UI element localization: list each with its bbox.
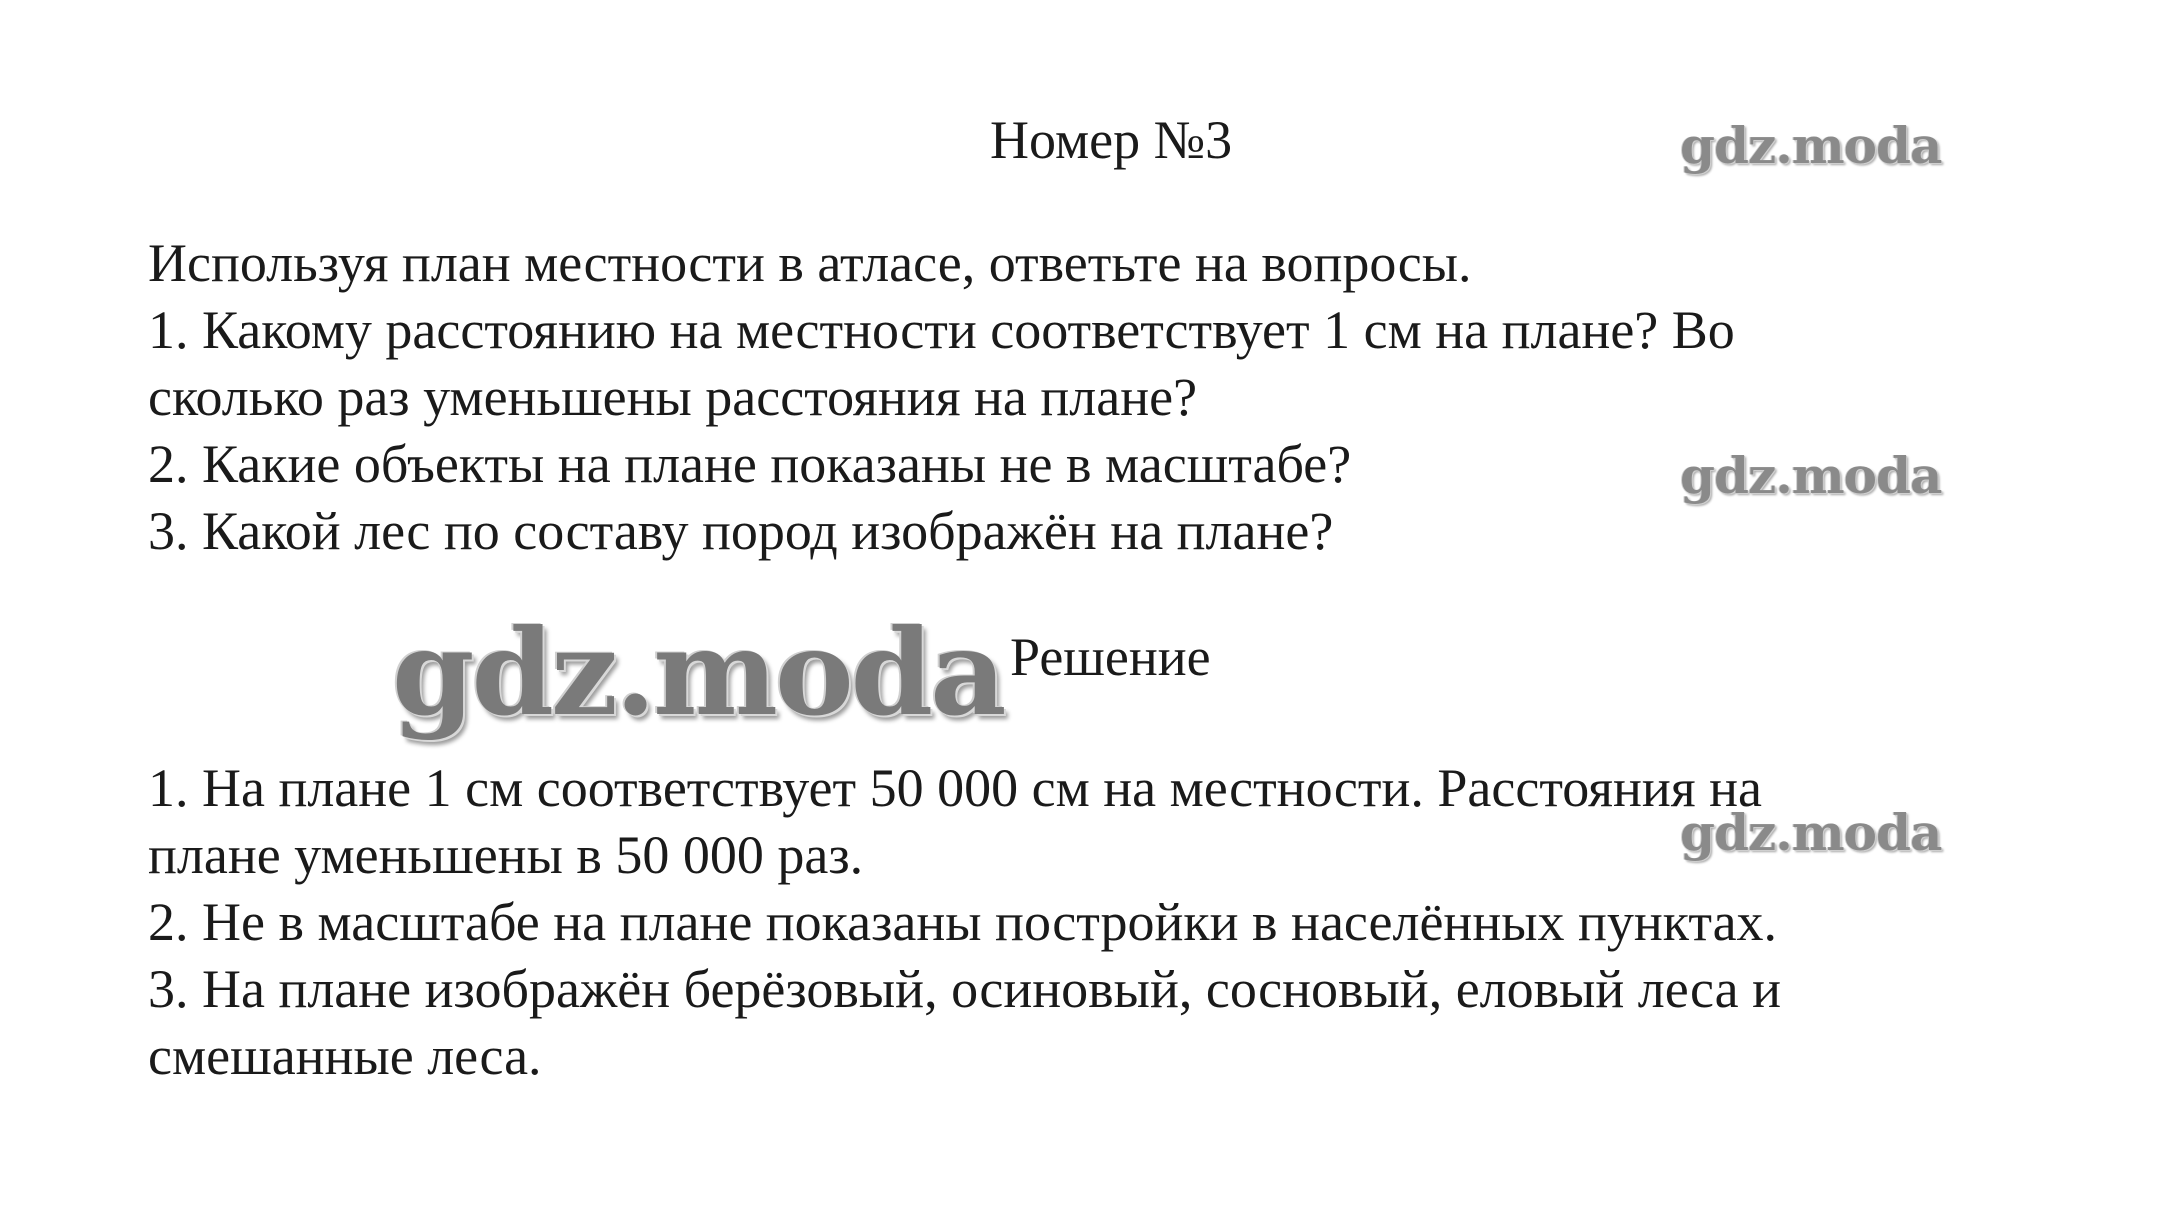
- answer-text: [148, 755, 1781, 1090]
- task-text: [148, 230, 1735, 565]
- answer-line: 3. На плане изображён берёзовый, осиновый, сосновый, еловый леса и: [148, 959, 1782, 1019]
- task-line: 3. Какой лес по составу пород изображён на плане?: [148, 501, 1334, 561]
- task-line: сколько раз уменьшены расстояния на плане?: [148, 367, 1198, 427]
- solution-heading: Решение: [1010, 627, 1211, 687]
- watermark-logo: gdz.moda: [1680, 803, 1942, 862]
- task-line: 1. Какому расстоянию на местности соответствует 1 см на плане? Во: [148, 300, 1735, 360]
- watermark-logo-large: gdz.moda: [392, 603, 1004, 742]
- task-line: Используя план местности в атласе, ответьте на вопросы.: [148, 233, 1472, 293]
- answer-line: 2. Не в масштабе на плане показаны постройки в населённых пунктах.: [148, 892, 1778, 952]
- answer-line: плане уменьшены в 50 000 раз.: [148, 825, 864, 885]
- answer-line: смешанные леса.: [148, 1026, 542, 1086]
- watermark-logo: gdz.moda: [1680, 446, 1942, 505]
- watermark-logo: gdz.moda: [1680, 116, 1942, 175]
- task-line: 2. Какие объекты на плане показаны не в масштабе?: [148, 434, 1352, 494]
- answer-line: 1. На плане 1 см соответствует 50 000 см на местности. Расстояния на: [148, 758, 1763, 818]
- page-title: Номер №3: [990, 110, 1233, 170]
